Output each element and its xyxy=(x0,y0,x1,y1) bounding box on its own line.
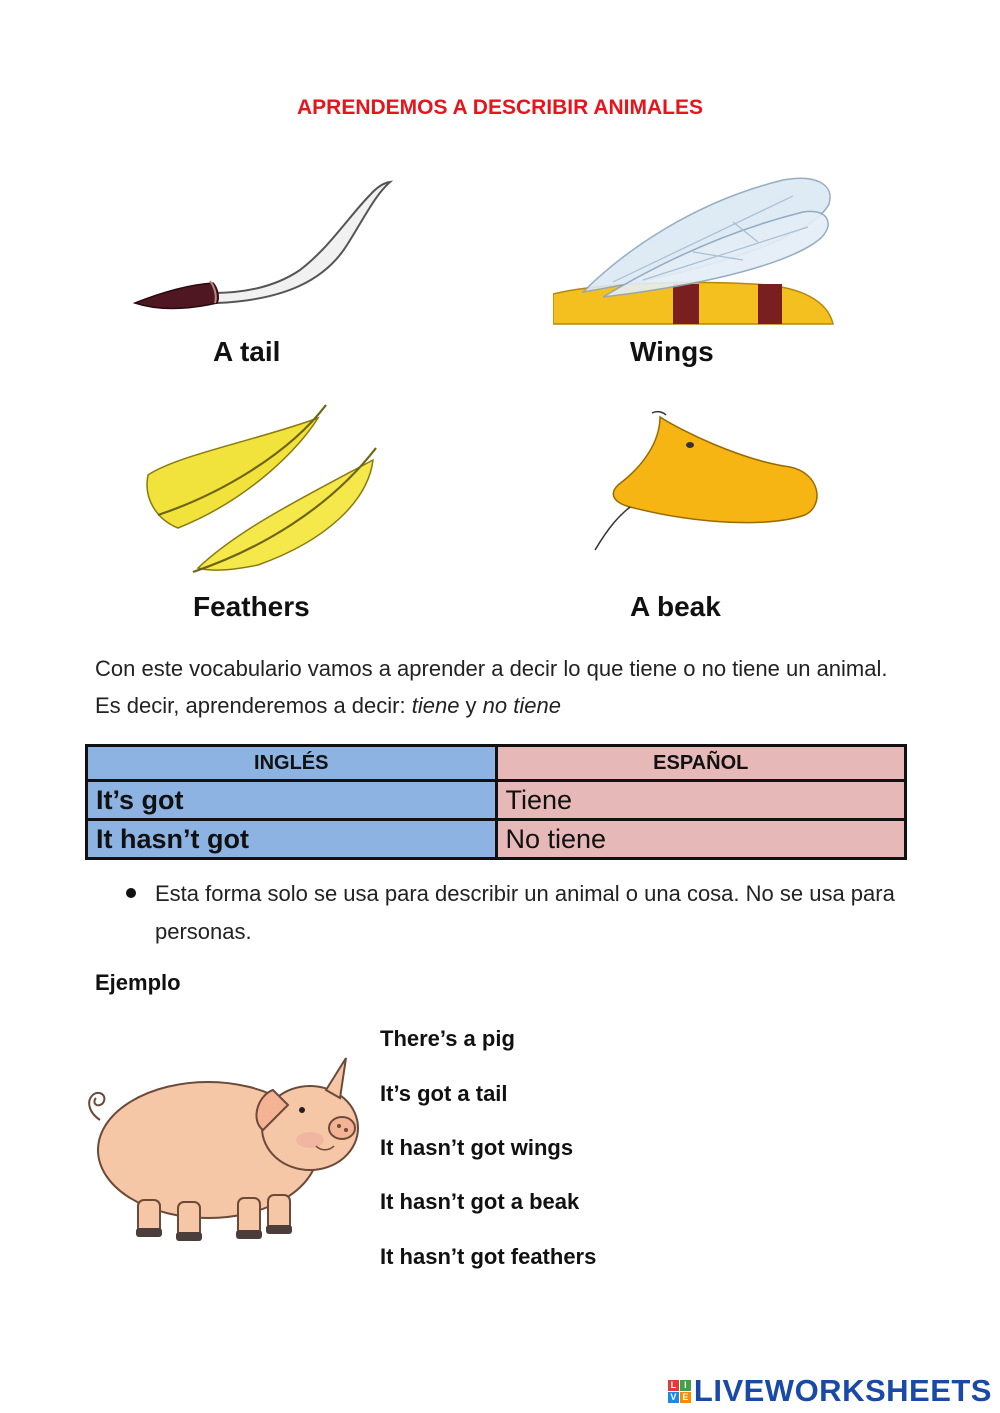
usage-note: Esta forma solo se usa para describir un animal o una cosa. No se usa para personas. xyxy=(155,881,895,944)
bullet-icon xyxy=(126,888,136,898)
intro-paragraph: Con este vocabulario vamos a aprender a decir lo que tiene o no tiene un animal. Es decir, aprenderemos a decir: tiene y no tiene xyxy=(95,656,888,718)
example-heading: Ejemplo xyxy=(95,970,181,995)
table-cell-english: It’s got xyxy=(87,781,497,820)
example-sentence: It hasn’t got feathers xyxy=(380,1244,597,1269)
wings-illustration xyxy=(553,172,843,327)
table-header-english: INGLÉS xyxy=(87,746,497,781)
example-sentence: There’s a pig xyxy=(380,1026,515,1051)
vocab-label-wings: Wings xyxy=(630,336,714,367)
table-header-spanish: ESPAÑOL xyxy=(496,746,906,781)
intro-word-tiene: tiene xyxy=(411,693,460,718)
example-sentence: It hasn’t got wings xyxy=(380,1135,574,1160)
vocab-label-tail: A tail xyxy=(213,336,281,367)
table-cell-english: It hasn’t got xyxy=(87,820,497,859)
brand-mark-icon: L I V E xyxy=(668,1380,691,1403)
feathers-illustration xyxy=(138,400,383,580)
vocab-label-feathers: Feathers xyxy=(193,591,310,622)
tail-illustration xyxy=(125,175,400,320)
table-row xyxy=(87,781,906,820)
table-row xyxy=(87,820,906,859)
table-cell-spanish: Tiene xyxy=(496,781,906,820)
beak-illustration xyxy=(590,405,825,555)
vocab-label-beak: A beak xyxy=(630,591,721,622)
pig-illustration xyxy=(78,1050,363,1245)
table-header-row xyxy=(87,746,906,781)
table-cell-spanish: No tiene xyxy=(496,820,906,859)
brand-text: LIVEWORKSHEETS xyxy=(693,1373,992,1408)
liveworksheets-logo xyxy=(668,1373,992,1409)
grammar-table xyxy=(85,744,907,860)
example-sentence: It’s got a tail xyxy=(380,1081,508,1106)
example-sentence: It hasn’t got a beak xyxy=(380,1189,580,1214)
intro-word-no-tiene: no tiene xyxy=(482,693,561,718)
page-title: APRENDEMOS A DESCRIBIR ANIMALES xyxy=(296,96,704,119)
